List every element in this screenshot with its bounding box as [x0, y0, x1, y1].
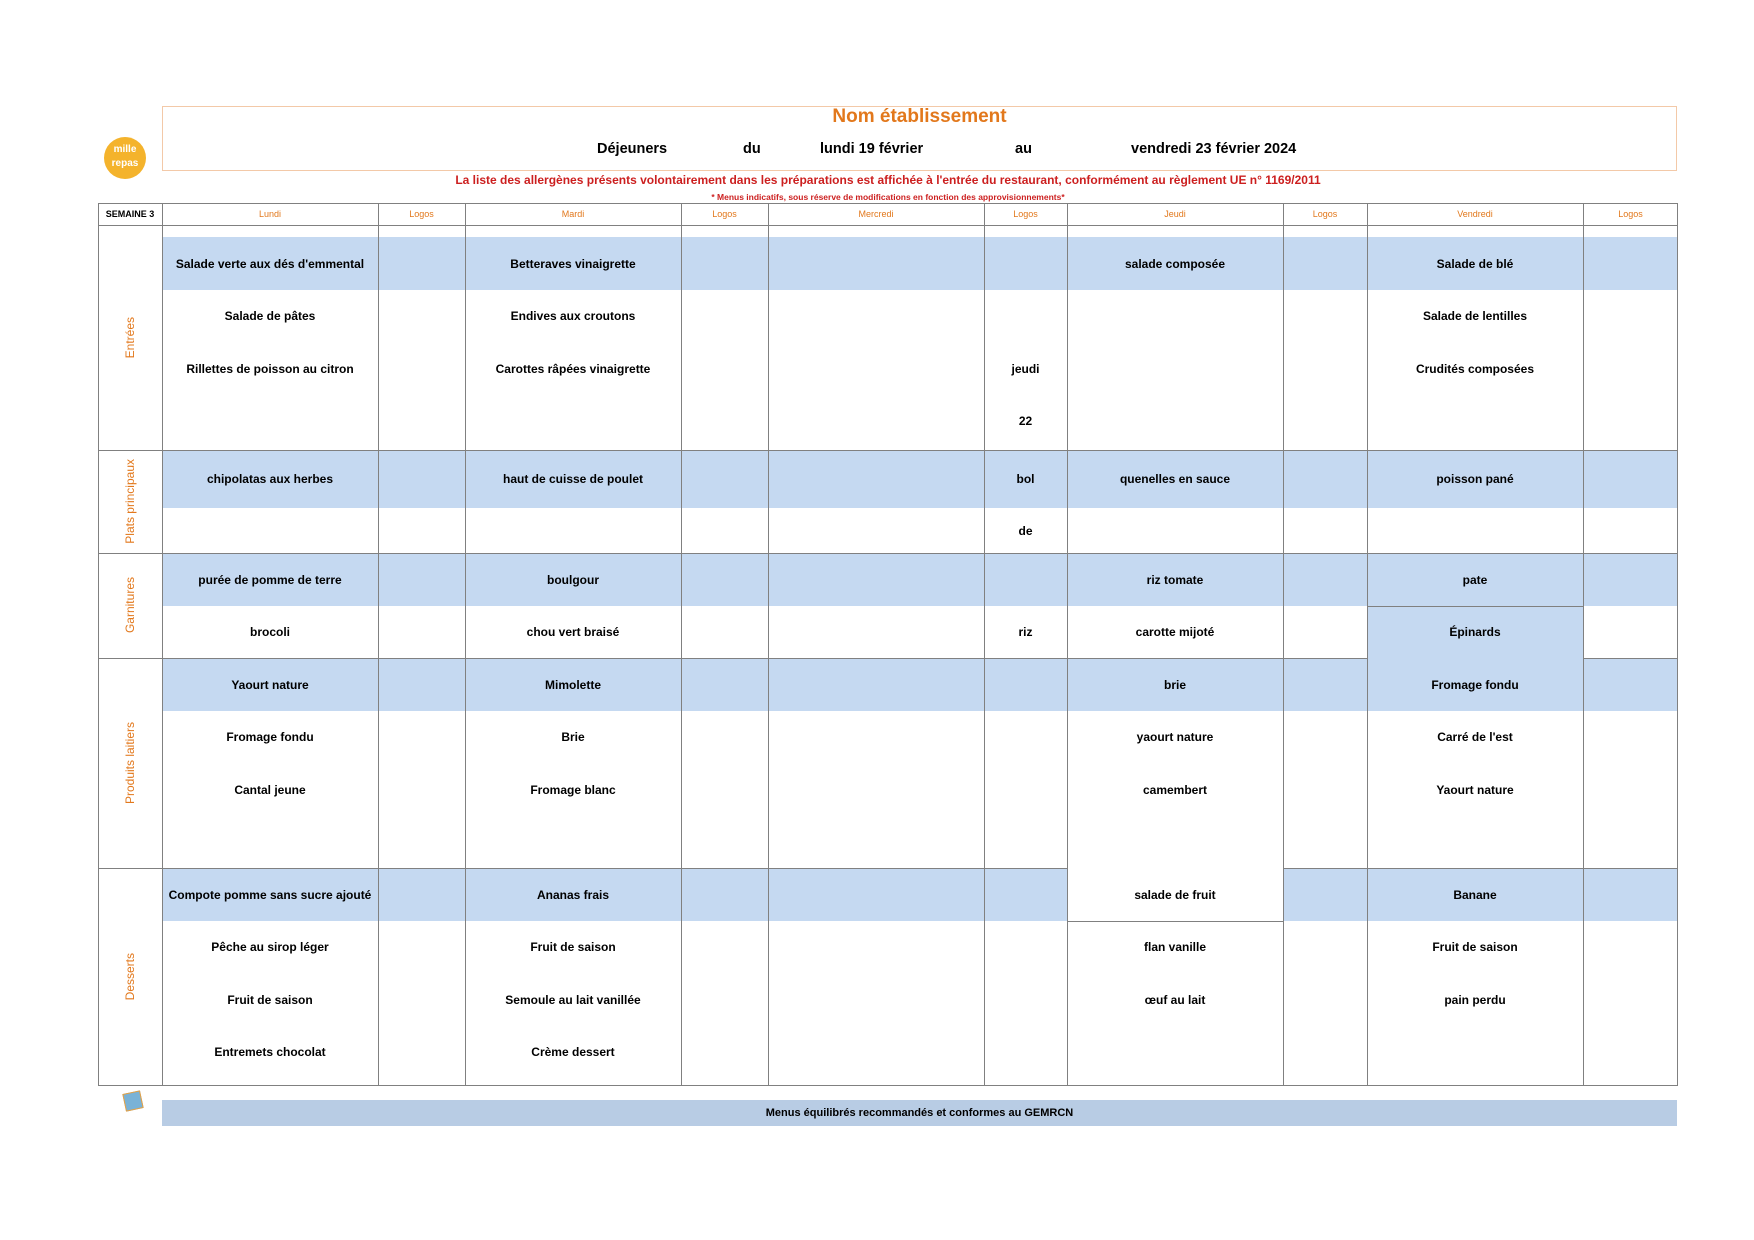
mercredi-note: jeudi — [1011, 361, 1040, 376]
establishment-name: Nom établissement — [832, 106, 1007, 127]
mercredi-note: riz — [1018, 625, 1033, 639]
menu-item: Endives aux croutons — [510, 309, 636, 323]
week-label: SEMAINE 3 — [105, 209, 155, 219]
allergen-notice: La liste des allergènes présents volontairement dans les préparations est affichée à l'entrée du restaurant, conformément au règlement UE n° 1169/2011 — [455, 173, 1321, 187]
end-date: vendredi 23 février 2024 — [1131, 141, 1297, 157]
mille-repas-logo — [104, 137, 146, 179]
start-date: lundi 19 février — [820, 141, 924, 157]
category-plats: Plats principaux — [123, 459, 137, 544]
menu-item: Entremets chocolat — [214, 1045, 326, 1059]
mercredi-note: bol — [1016, 472, 1035, 486]
menu-item: Brie — [561, 730, 585, 744]
menu-item: Salade de lentilles — [1422, 309, 1528, 323]
logo-line-1: mille — [113, 144, 137, 155]
menu-item: Fruit de saison — [227, 992, 313, 1007]
col-lundi: Lundi — [258, 209, 282, 219]
menu-item: Betteraves vinaigrette — [510, 256, 636, 271]
menu-table — [98, 203, 1678, 1086]
menu-item: Salade verte aux dés d'emmental — [175, 256, 365, 271]
menu-item: Yaourt nature — [231, 677, 309, 692]
col-jeudi: Jeudi — [1164, 209, 1186, 219]
menu-item: pain perdu — [1444, 992, 1506, 1007]
menus-note: * Menus indicatifs, sous réserve de modifications en fonction des approvisionnements* — [711, 192, 1065, 202]
menu-item: Salade de pâtes — [224, 309, 316, 323]
menu-item: haut de cuisse de poulet — [502, 472, 644, 486]
menu-item: poisson pané — [1436, 472, 1514, 486]
dejeuners-label: Déjeuners — [597, 141, 668, 157]
menu-item: chou vert braisé — [526, 625, 620, 639]
menu-item: flan vanille — [1143, 940, 1207, 954]
menu-item: Compote pomme sans sucre ajouté — [168, 887, 372, 902]
menu-item: Mimolette — [544, 677, 601, 692]
category-garnitures: Garnitures — [123, 577, 137, 634]
col-vendredi: Vendredi — [1457, 209, 1493, 219]
menu-item: Rillettes de poisson au citron — [186, 361, 354, 376]
col-logos-1: Logos — [409, 209, 434, 219]
category-entrees: Entrées — [123, 316, 137, 359]
menu-item: Épinards — [1449, 625, 1501, 639]
menu-item: boulgour — [547, 572, 599, 587]
menu-item: Carré de l'est — [1437, 730, 1513, 744]
menu-item: brocoli — [249, 625, 290, 639]
menu-item: salade composée — [1124, 256, 1226, 271]
col-logos-3: Logos — [1013, 209, 1038, 219]
col-logos-5: Logos — [1618, 209, 1643, 219]
menu-item: Crème dessert — [531, 1045, 615, 1059]
menu-item: Fruit de saison — [530, 940, 616, 954]
menu-item: yaourt nature — [1136, 730, 1214, 744]
col-logos-2: Logos — [712, 209, 737, 219]
menu-item: riz tomate — [1146, 572, 1204, 587]
col-mardi: Mardi — [561, 209, 585, 219]
col-mercredi: Mercredi — [858, 209, 894, 219]
menu-item: Semoule au lait vanillée — [505, 992, 641, 1007]
menu-item: camembert — [1142, 782, 1208, 797]
mercredi-note: de — [1018, 523, 1033, 538]
gemrcn-icon — [122, 1090, 143, 1111]
menu-item: Pêche au sirop léger — [211, 940, 329, 954]
menu-item: Yaourt nature — [1436, 782, 1514, 797]
du-label: du — [743, 141, 761, 157]
menu-item: Carottes râpées vinaigrette — [495, 361, 651, 376]
menu-item: salade de fruit — [1134, 887, 1216, 902]
menu-item: brie — [1163, 677, 1186, 692]
category-laitiers: Produits laitiers — [123, 721, 137, 805]
menu-item: Ananas frais — [536, 887, 610, 902]
au-label: au — [1015, 141, 1032, 157]
menu-item: Fromage fondu — [226, 730, 314, 744]
menu-item: Salade de blé — [1436, 256, 1514, 271]
menu-item: quenelles en sauce — [1119, 472, 1231, 486]
menu-item: Cantal jeune — [234, 782, 306, 797]
menu-item: carotte mijoté — [1135, 625, 1215, 639]
footer-banner: Menus équilibrés recommandés et conformes au GEMRCN — [162, 1100, 1677, 1126]
menu-item: Fruit de saison — [1432, 940, 1518, 954]
menu-item: chipolatas aux herbes — [206, 472, 334, 486]
col-logos-4: Logos — [1312, 209, 1338, 219]
category-desserts: Desserts — [123, 952, 137, 1001]
logo-line-2: repas — [111, 158, 139, 169]
menu-item: Fromage blanc — [530, 782, 616, 797]
menu-item: œuf au lait — [1144, 992, 1206, 1007]
menu-item: purée de pomme de terre — [198, 572, 342, 587]
menu-item: Fromage fondu — [1431, 677, 1519, 692]
menu-item: Crudités composées — [1415, 361, 1535, 376]
menu-item: pate — [1462, 572, 1488, 587]
mercredi-note: 22 — [1018, 414, 1033, 428]
menu-item: Banane — [1453, 887, 1497, 902]
